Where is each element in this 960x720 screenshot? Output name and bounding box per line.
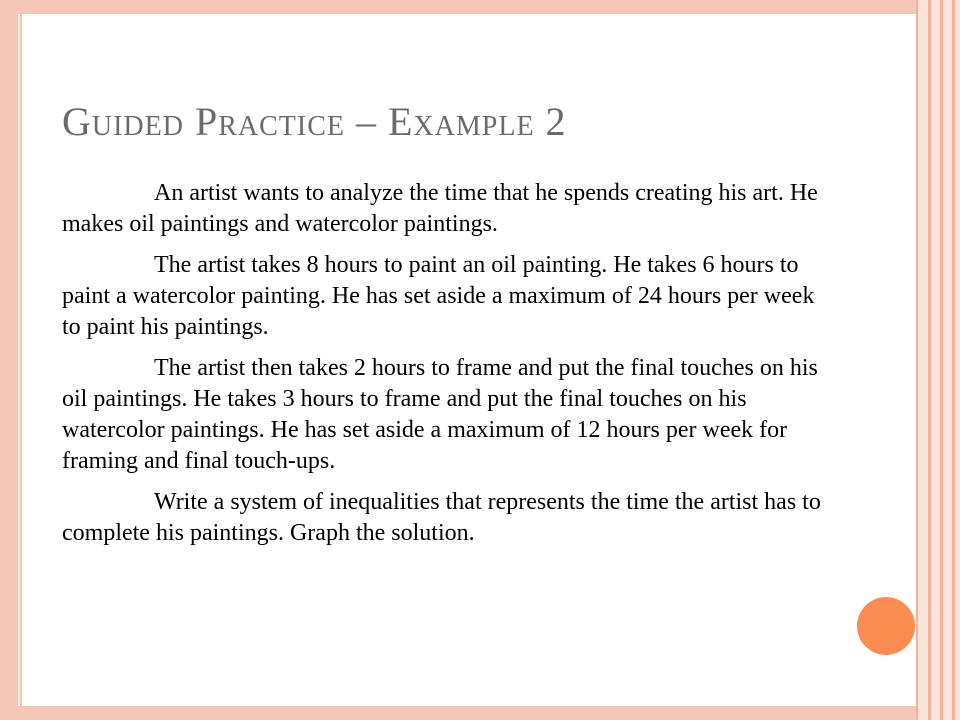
decorative-stripes — [918, 0, 960, 720]
paragraph-painting-time: The artist takes 8 hours to paint an oil painting. He takes 6 hours to paint a watercolor painting. He has set aside a maximum of 24 hours per week to paint his paintings. — [62, 252, 815, 340]
paragraph-intro: An artist wants to analyze the time that he spends creating his art. He makes oil paintings and watercolor paintings. — [62, 180, 818, 237]
left-border-highlight — [18, 0, 20, 720]
slide-body — [62, 178, 822, 559]
paragraph-framing-time: The artist then takes 2 hours to frame and put the final touches on his oil paintings. He takes 3 hours to frame and put the final touches on his watercolor paintings. He has set aside a maximum of 12 hours per week for framing and final touch-ups. — [62, 355, 818, 474]
paragraph-task: Write a system of inequalities that represents the time the artist has to complete his paintings. Graph the solution. — [62, 489, 821, 546]
slide-title: Guided Practice – Example 2 — [62, 99, 567, 144]
accent-circle — [857, 597, 915, 655]
bottom-border — [0, 706, 918, 720]
top-border — [0, 0, 918, 14]
